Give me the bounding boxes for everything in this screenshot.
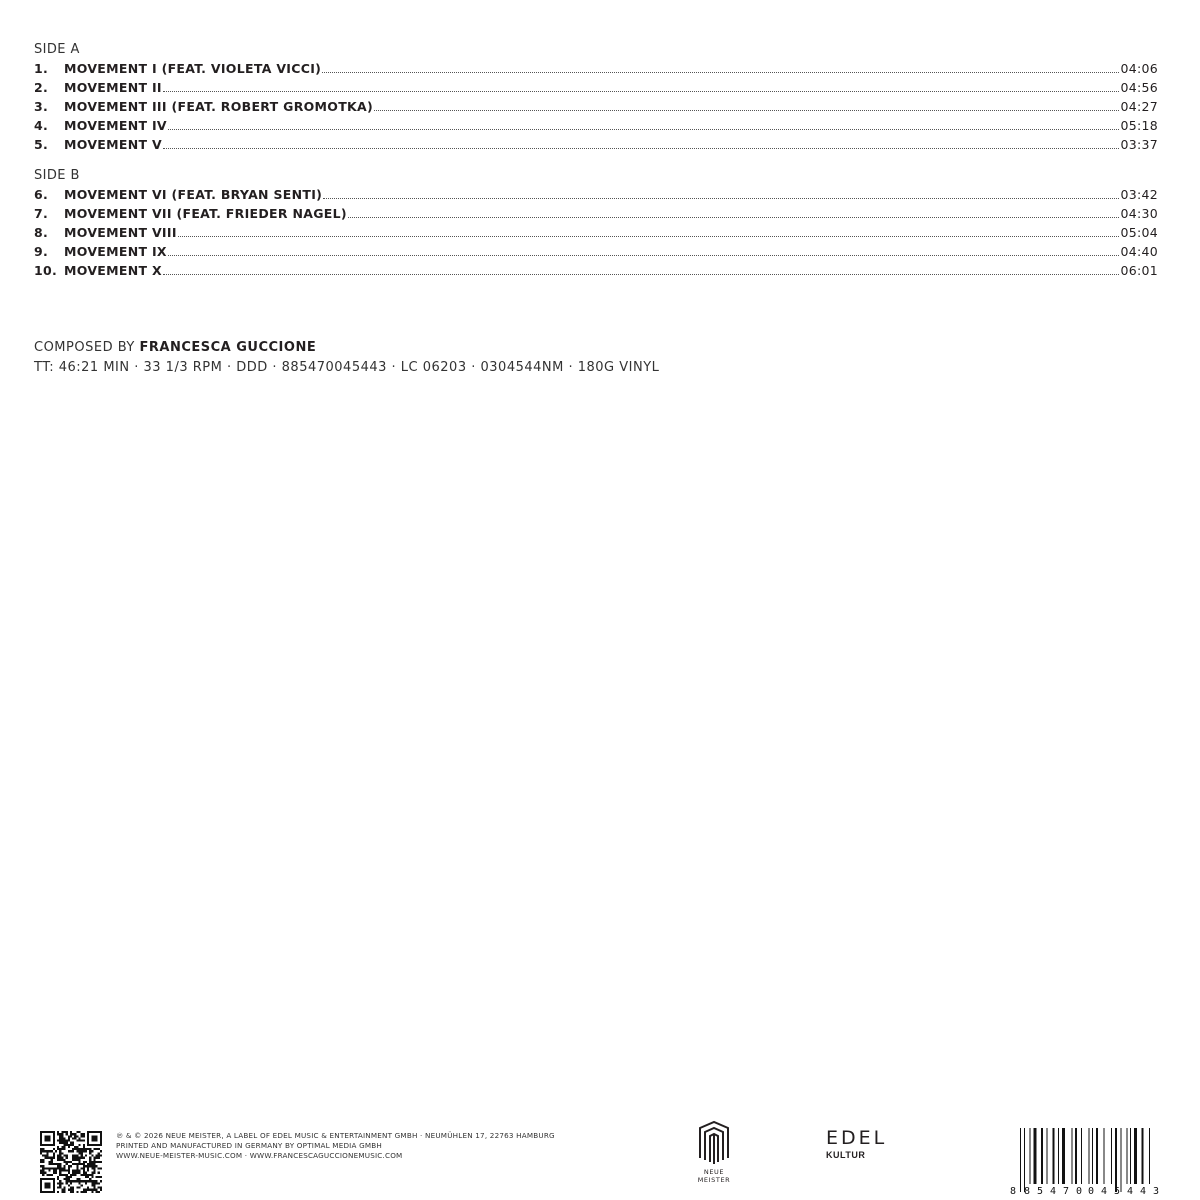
track-number: 5. [34,137,49,152]
track-title: MOVEMENT IX [64,244,167,259]
track-number: 4. [34,118,49,133]
track-duration: 04:27 [1120,99,1158,114]
barcode-icon [1010,1126,1160,1196]
track-number: 7. [34,206,49,221]
dot-leader [163,274,1120,275]
dot-leader [163,148,1120,149]
specs-line: TT: 46:21 MIN · 33 1/3 RPM · DDD · 885470045443 · LC 06203 · 0304544NM · 180G VINYL [34,360,660,375]
track-number: 6. [34,187,49,202]
track-duration: 04:40 [1120,244,1158,259]
dot-leader [168,129,1120,130]
track-duration: 05:04 [1120,225,1158,240]
barcode-digit-last: 3 [1153,1186,1160,1196]
kultur-wordmark: KULTUR [826,1150,866,1160]
neue-meister-wordmark: NEUE MEISTER [697,1168,731,1184]
track-title: MOVEMENT IV [64,118,167,133]
track-duration: 06:01 [1120,263,1158,278]
track-number: 8. [34,225,49,240]
composer-line [34,338,659,358]
track-row [34,78,1158,97]
barcode-group-left: 85470 [1024,1186,1082,1196]
dot-leader [168,255,1120,256]
track-row [34,59,1158,78]
barcode-group-right: 04544 [1088,1186,1146,1196]
track-duration: 04:06 [1120,61,1158,76]
track-number: 1. [34,61,49,76]
track-title: MOVEMENT VII (FEAT. FRIEDER NAGEL) [64,206,347,221]
dot-leader [322,72,1119,73]
track-row [34,242,1158,261]
side-b-tracks [34,185,1158,280]
side-a-label: SIDE A [34,42,80,57]
track-title: MOVEMENT VI (FEAT. BRYAN SENTI) [64,187,323,202]
edel-wordmark: EDEL [826,1127,888,1149]
side-a-tracks [34,59,1158,154]
credits [34,338,659,378]
dot-leader [323,198,1119,199]
website-links: WWW.NEUE-MEISTER-MUSIC.COM · WWW.FRANCESCAGUCCIONEMUSIC.COM [116,1151,403,1160]
track-number: 10. [34,263,58,278]
track-title: MOVEMENT VIII [64,225,177,240]
track-row [34,116,1158,135]
track-title: MOVEMENT X [64,263,162,278]
track-title: MOVEMENT III (FEAT. ROBERT GROMOTKA) [64,99,374,114]
track-row [34,97,1158,116]
barcode-digit-first: 8 [1010,1186,1017,1196]
dot-leader [163,91,1120,92]
track-duration: 03:42 [1120,187,1158,202]
dot-leader [348,217,1120,218]
composed-by-label: COMPOSED BY [34,340,140,355]
track-title: MOVEMENT I (FEAT. VIOLETA VICCI) [64,61,322,76]
track-duration: 04:56 [1120,80,1158,95]
track-title: MOVEMENT V [64,137,162,152]
qr-code-icon [40,1131,102,1193]
tracklist [34,40,1158,280]
track-number: 3. [34,99,49,114]
track-duration: 03:37 [1120,137,1158,152]
side-b-label: SIDE B [34,168,80,183]
track-number: 2. [34,80,49,95]
track-row [34,135,1158,154]
composer-name: FRANCESCA GUCCIONE [139,340,317,355]
track-row [34,261,1158,280]
track-row [34,204,1158,223]
track-title: MOVEMENT II [64,80,162,95]
legal-text [116,1131,555,1161]
track-duration: 04:30 [1120,206,1158,221]
track-row [34,223,1158,242]
track-number: 9. [34,244,49,259]
manufacturing-line: PRINTED AND MANUFACTURED IN GERMANY BY OPTIMAL MEDIA GMBH [116,1141,383,1150]
edel-kultur-logo [826,1128,887,1160]
copyright-line: ℗ & © 2026 NEUE MEISTER, A LABEL OF EDEL MUSIC & ENTERTAINMENT GMBH · NEUMÜHLEN 17, 22763 HAMBURG [116,1131,555,1140]
dot-leader [374,110,1119,111]
track-duration: 05:18 [1120,118,1158,133]
dot-leader [178,236,1120,237]
track-row [34,185,1158,204]
